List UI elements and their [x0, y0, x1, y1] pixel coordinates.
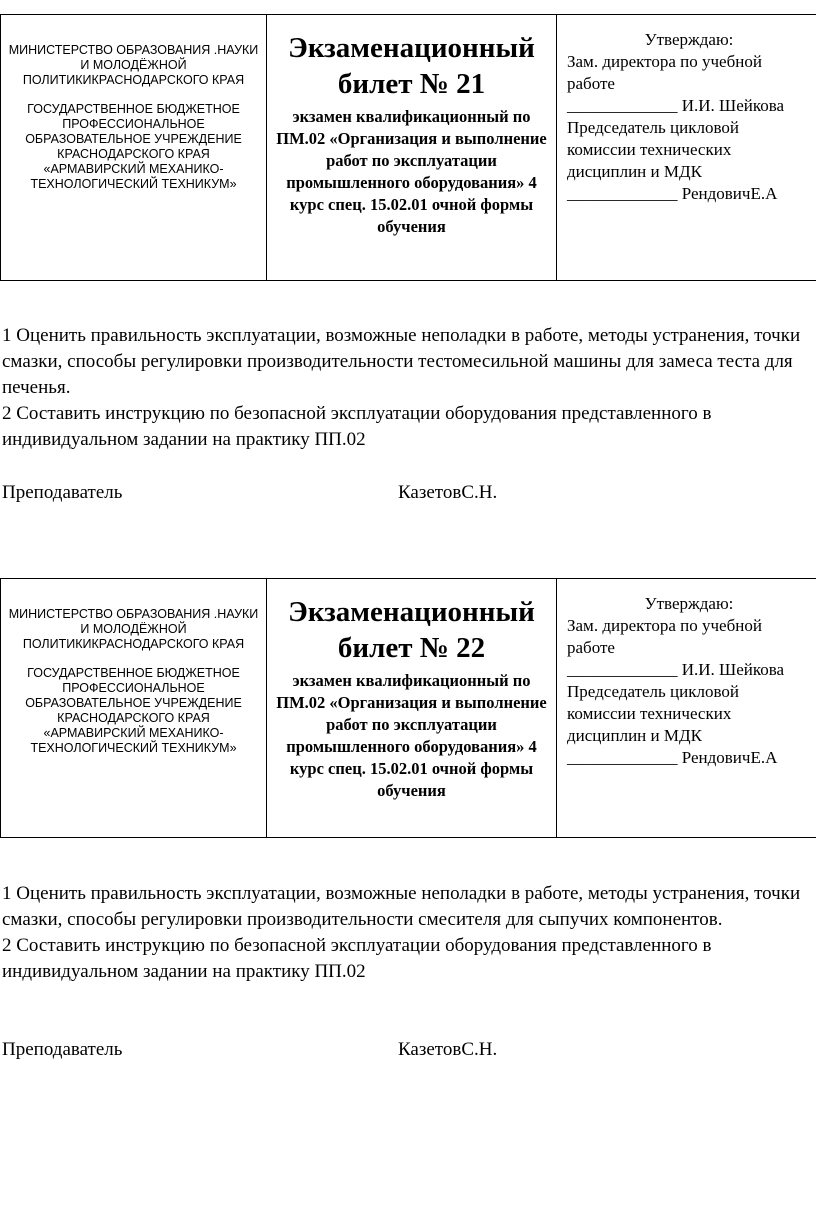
org-cell — [1, 15, 267, 281]
approval-deputy: Зам. директора по учебной работе — [567, 52, 762, 93]
teacher-label: Преподаватель — [2, 482, 123, 503]
approval-signature-2: _____________ РендовичЕ.А — [567, 748, 778, 767]
ticket-subtitle: экзамен квалификационный по ПМ.02 «Организация и выполнение работ по эксплуатации промышленного оборудования» 4 курс спец. 15.02.01 очной формы обучения — [276, 671, 547, 800]
ticket-subtitle: экзамен квалификационный по ПМ.02 «Организация и выполнение работ по эксплуатации промышленного оборудования» 4 курс спец. 15.02.01 очной формы обучения — [276, 107, 547, 236]
ticket-22-tasks — [2, 881, 814, 985]
ticket-title: Экзаменационный — [288, 32, 535, 64]
approval-chair: Председатель цикловой комиссии технических дисциплин и МДК — [567, 118, 739, 181]
ticket-header-table — [0, 14, 816, 281]
title-cell — [267, 579, 557, 838]
exam-ticket-22 — [0, 578, 816, 838]
approval-signature-1: _____________ И.И. Шейкова — [567, 660, 785, 679]
teacher-name: КазетовС.Н. — [398, 1039, 498, 1060]
approval-cell — [557, 579, 816, 838]
task-2: 2 Составить инструкцию по безопасной эксплуатации оборудования представленного в индивидуальном задании на практику ПП.02 — [2, 935, 712, 982]
title-cell — [267, 15, 557, 281]
exam-ticket-21 — [0, 14, 816, 281]
approval-cell — [557, 15, 816, 281]
ticket-title: Экзаменационный — [288, 596, 535, 628]
ministry-name: МИНИСТЕРСТВО ОБРАЗОВАНИЯ .НАУКИ И МОЛОДЁЖНОЙ ПОЛИТИКИКРАСНОДАРСКОГО КРАЯ — [8, 43, 259, 87]
institution-name: ГОСУДАРСТВЕННОЕ БЮДЖЕТНОЕ ПРОФЕССИОНАЛЬНОЕ ОБРАЗОВАТЕЛЬНОЕ УЧРЕЖДЕНИЕ КРАСНОДАРСКОГО КРАЯ «АРМАВИРСКИЙ МЕХАНИКО-ТЕХНОЛОГИЧЕСКИЙ ТЕХНИКУМ» — [25, 666, 242, 755]
task-2: 2 Составить инструкцию по безопасной эксплуатации оборудования представленного в индивидуальном задании на практику ПП.02 — [2, 403, 712, 450]
approval-signature-2: _____________ РендовичЕ.А — [567, 184, 778, 203]
approval-header: Утверждаю: — [644, 30, 734, 49]
ticket-header-table — [0, 578, 816, 838]
task-1: 1 Оценить правильность эксплуатации, возможные неполадки в работе, методы устранения, точки смазки, способы регулировки производительности смесителя для сыпучих компонентов. — [2, 883, 801, 930]
ticket-21-tasks — [2, 323, 814, 453]
task-1: 1 Оценить правильность эксплуатации, возможные неполадки в работе, методы устранения, точки смазки, способы регулировки производительности тестомесильной машины для замеса теста для печенья. — [2, 325, 801, 398]
ministry-name: МИНИСТЕРСТВО ОБРАЗОВАНИЯ .НАУКИ И МОЛОДЁЖНОЙ ПОЛИТИКИКРАСНОДАРСКОГО КРАЯ — [8, 607, 259, 651]
institution-name: ГОСУДАРСТВЕННОЕ БЮДЖЕТНОЕ ПРОФЕССИОНАЛЬНОЕ ОБРАЗОВАТЕЛЬНОЕ УЧРЕЖДЕНИЕ КРАСНОДАРСКОГО КРАЯ «АРМАВИРСКИЙ МЕХАНИКО-ТЕХНОЛОГИЧЕСКИЙ ТЕХНИКУМ» — [25, 102, 242, 191]
approval-header: Утверждаю: — [644, 594, 734, 613]
approval-signature-1: _____________ И.И. Шейкова — [567, 96, 785, 115]
org-cell — [1, 579, 267, 838]
ticket-number: билет № 21 — [337, 68, 486, 100]
teacher-label: Преподаватель — [2, 1039, 123, 1060]
ticket-number: билет № 22 — [337, 632, 486, 664]
teacher-name: КазетовС.Н. — [398, 482, 498, 503]
approval-deputy: Зам. директора по учебной работе — [567, 616, 762, 657]
approval-chair: Председатель цикловой комиссии технических дисциплин и МДК — [567, 682, 739, 745]
